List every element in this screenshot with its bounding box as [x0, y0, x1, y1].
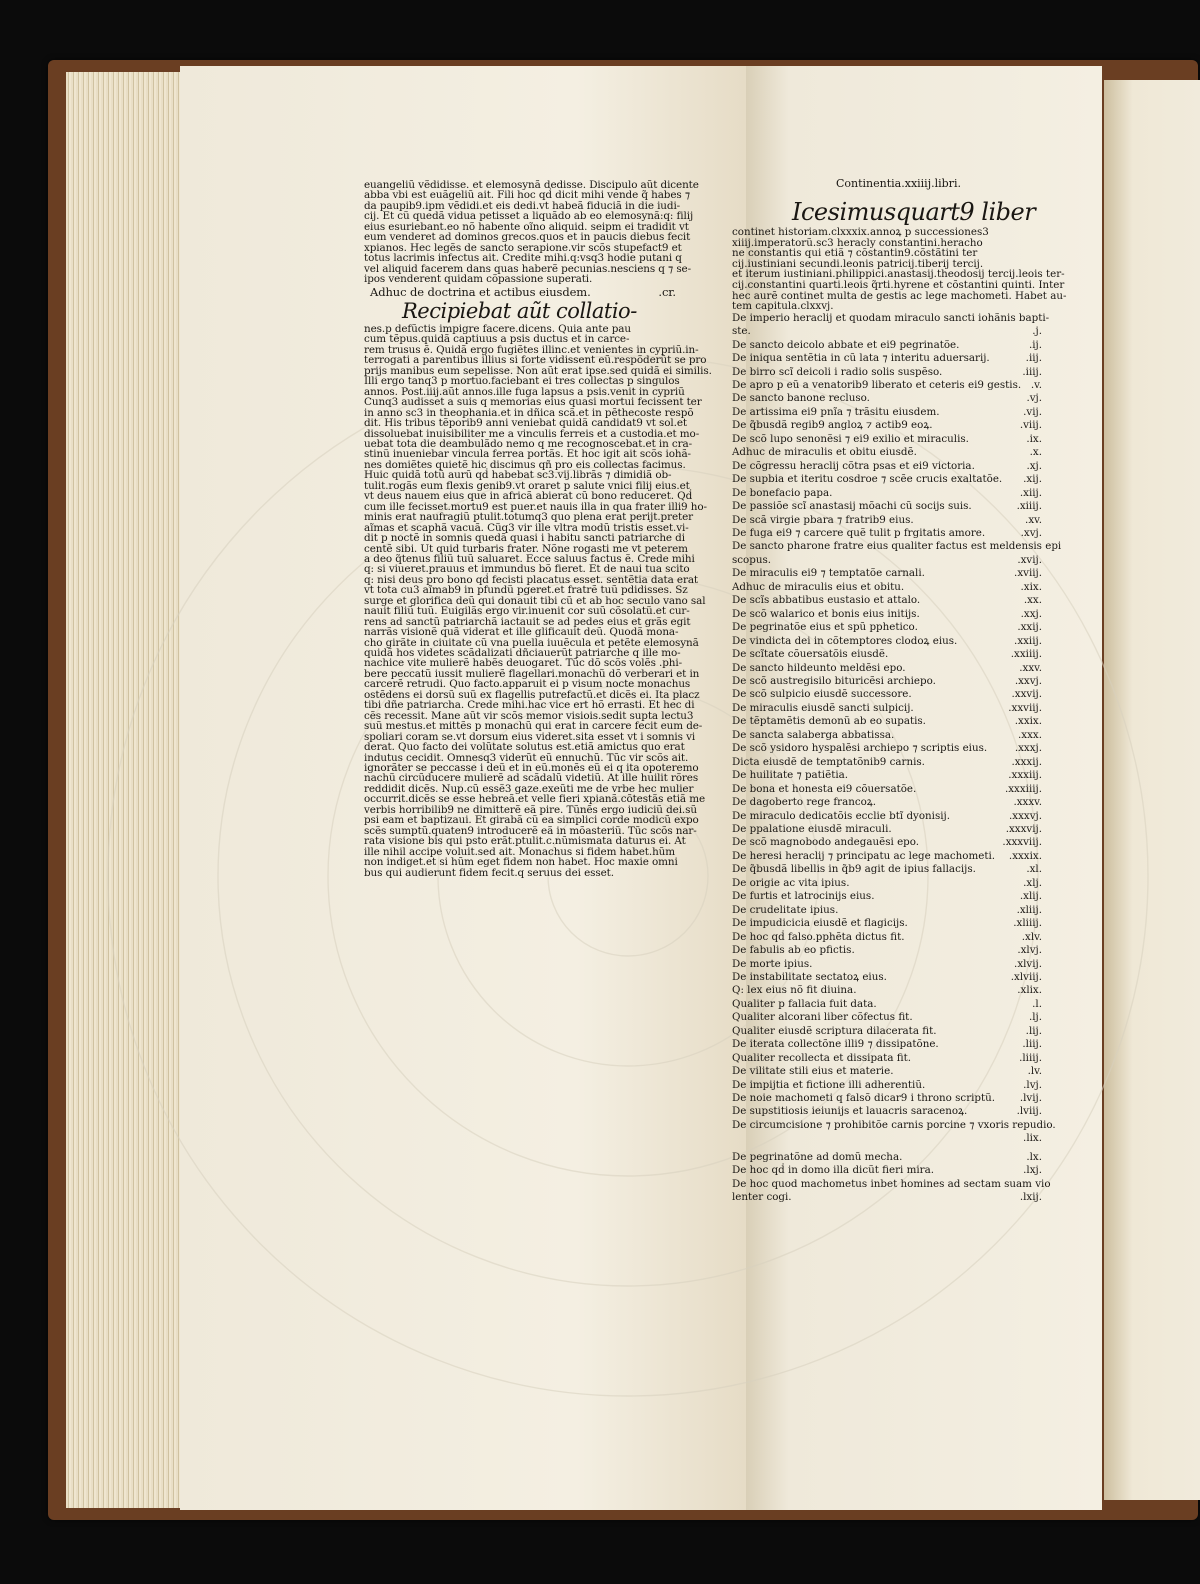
toc-entry — [732, 810, 1042, 823]
text-line: ignorãter se peccasse i deũ et in eũ.monẽs eũ ei q ita opoteremo — [364, 762, 699, 775]
toc-entry-number: .xxiiij. — [1010, 648, 1042, 661]
text-line: psi eam et baptizaui. Et girabã cũ ea simplici corde modicũ expo — [364, 814, 699, 827]
toc-entry-number — [1051, 1178, 1055, 1191]
text-line: scẽs sumptũ.quaten9 introducerẽ eã in mõasteriũ. Tũc scõs nar- — [364, 824, 697, 837]
toc-entry — [732, 1038, 1042, 1051]
toc-entry — [732, 581, 1042, 594]
toc-entry-number: .xliij. — [1016, 903, 1042, 916]
toc-entry — [732, 1164, 1042, 1177]
toc-entry-number: .xxxiiij. — [1004, 782, 1042, 795]
toc-entry-number: .xxix. — [1014, 715, 1042, 728]
toc-entry — [732, 366, 1042, 379]
text-line: dit. His tribus tẽporib9 anni veniebat quidã candidat9 vt sol.et — [364, 417, 687, 430]
toc-entry-number: .xxxviij. — [1002, 836, 1042, 849]
toc-entry-title: De fuga ei9 ⁊ carcere quẽ tulit p frgitatis amore. — [732, 527, 986, 539]
toc-entry-number: .ij. — [1028, 338, 1042, 351]
toc-entry — [732, 890, 1042, 903]
toc-entry-number: .xix. — [1020, 580, 1042, 593]
toc-entry-title: De sancta salaberga abbatissa. — [732, 728, 895, 741]
toc-entry-number: .xlvij. — [1014, 957, 1042, 970]
toc-entry-title: De scõ magnobodo andegauẽsi epo. — [732, 836, 920, 849]
toc-entry-title: De hoc qḋ falso.pphẽta dictus fit. — [732, 930, 905, 943]
toc-entry — [732, 850, 1042, 863]
toc-entry — [732, 1025, 1042, 1038]
text-line: spoliari coram se.vt dorsum eius videret.sita esset vt i somnis vi — [364, 730, 696, 743]
toc-entry-title: De circumcisione ⁊ prohibitõe carnis porcine ⁊ vxoris repudio. — [732, 1118, 1056, 1131]
toc-entry — [732, 796, 1042, 809]
toc-entry — [732, 527, 1042, 540]
toc-entry-title: Qualiter p fallacia fuit data. — [732, 997, 877, 1010]
toc-entry-title: De q̃busdã regib9 angloꝝ ⁊ actib9 eoꝝ. — [732, 419, 933, 432]
text-line: indutus cecidit. Omnesq3 viderũt eũ ennuchũ. Tũc vir scõs ait. — [364, 751, 689, 764]
text-line: in anno sc3 in theophania.et in dñica scã.et in pẽthecoste respõ — [364, 406, 694, 419]
toc-entry-title: De scĩtate cõuersatõis eiusdẽ. — [732, 648, 889, 661]
toc-entry-title: De furtis et latrocinijs eius. — [732, 890, 875, 903]
toc-entry-number: .xxx. — [1018, 728, 1042, 741]
toc-entry-title: De bona et honesta ei9 cõuersatõe. — [732, 782, 917, 795]
toc-entry-title: De scã virgie pbara ⁊ fratrib9 eius. — [732, 513, 914, 526]
toc-entry-number: .xxj. — [1020, 607, 1042, 620]
toc-entry — [732, 662, 1042, 675]
toc-entry-number: .xxviij. — [1008, 701, 1042, 714]
text-line: minis erat naufragiũ ptulit.totumq3 quo plena erat perijt.preter — [364, 511, 693, 524]
toc-entry-number: .j. — [1032, 325, 1042, 338]
toc-entry-title: De birro scĩ deicoli i radio solis suspẽso. — [732, 365, 943, 378]
toc-entry-number: .xvij. — [1017, 553, 1042, 566]
toc-entry-number: .vij. — [1023, 405, 1042, 418]
toc-entry-title: De miraculis eiusdẽ sancti sulpicij. — [732, 701, 914, 714]
toc-entry-title: De pegrinatõne ad domũ mecha. — [732, 1150, 903, 1163]
toc-entry — [732, 742, 1042, 755]
toc-entry — [732, 352, 1042, 365]
toc-entry-title: De vindicta dei in cõtemptores clodoꝝ eius. — [732, 634, 958, 647]
toc-entry-title: De supstitiosis ieiunijs et lauacris saracenoꝝ. — [732, 1105, 968, 1118]
text-line: surge et glorifica deũ qui donauit tibi cũ et ab hoc seculo vano sal — [364, 594, 706, 607]
text-line: ne constantis qui etiã ⁊ cõstantin9.cõstãtini ter — [732, 247, 978, 260]
text-line: non indiget.et si hũm eget fidem non habet. Hoc maxie omni — [364, 856, 678, 869]
text-line: cij.constantini quarti.leois q̃rti.hyrene et cõstantini quinti. Inter — [732, 278, 1065, 291]
page-edges — [66, 72, 186, 1508]
chapter-number: .cr. — [658, 284, 676, 299]
toc-entry-number: .xxvj. — [1014, 674, 1042, 687]
toc-entry — [732, 419, 1042, 432]
text-line: reddidit dicẽs. Nup.cũ essẽ3 gaze.exeũti me de vrbe hec mulier — [364, 782, 694, 795]
toc-entry — [732, 1065, 1042, 1078]
text-line: annos. Post.iiij.aũt annos.ille fuga lapsus a psis.venit in cypriũ — [364, 385, 685, 398]
text-line: cho girãte in ciuitate cũ vna puella iuuẽcula et petẽte elemosynã — [364, 636, 699, 649]
chapter-heading-text: Adhuc de doctrina et actibus eiusdem. — [370, 284, 591, 299]
text-line: q: si viueret.prauus et immundus bõ fieret. Et de naui tua scito — [364, 563, 690, 576]
text-line: aĩmas et scaphã vacuã. Cũq3 vir ille vltra modũ tristis esset.vi- — [364, 521, 689, 534]
toc-entry-title: De hoc qḋ in domo illa dicũt fieri mira. — [732, 1164, 935, 1177]
toc-entry — [732, 554, 1042, 567]
text-line: tulit.rogãs eum flexis genib9.vt oraret p salute vnici filij eius.et — [364, 479, 690, 492]
toc-entry-title: lenter cogi. — [732, 1191, 792, 1204]
toc-entry — [732, 1011, 1042, 1024]
toc-entry-number: .lj. — [1028, 1011, 1042, 1024]
text-line: ostẽdens ei dorsũ suũ ex flagellis putrefactũ.et dicẽs ei. Ita placz — [364, 688, 700, 701]
toc-entry — [732, 1132, 1042, 1145]
toc-entry — [732, 311, 1050, 325]
toc-entry-number: .xlv. — [1021, 930, 1042, 943]
text-line: eius esuriebant.eo nõ habente oĩno aliquid. seipm ei tradidit vt — [364, 220, 689, 233]
text-line: hec aurẽ continet multa de gestis ac lege machometi. Habet au- — [732, 289, 1067, 302]
toc-entry — [732, 998, 1042, 1011]
next-page-edge — [1104, 80, 1200, 1500]
toc-entry — [732, 540, 1062, 553]
toc-entry — [732, 904, 1042, 917]
toc-entry-number: .xxij. — [1017, 621, 1042, 634]
toc-entry-title: De noie machometi q falsõ dicar9 i throno scriptũ. — [732, 1092, 996, 1105]
toc-entry-number: .ix. — [1026, 432, 1042, 445]
text-line: cum tẽpus.quidã captiuus a psis ductus et in carce- — [364, 333, 630, 346]
toc-entry-title: De bonefacio papa. — [732, 486, 833, 499]
toc-entry — [732, 863, 1042, 876]
toc-entry — [732, 635, 1042, 648]
text-line: euangeliũ vẽdidisse. et elemosynã dedisse. Discipulo aũt dicente — [364, 179, 699, 191]
text-line: Cunq3 audisset a suis q memorias eius quasi mortui fecissent ter — [364, 396, 702, 409]
toc-entry-title: Adhuc de miraculis eius et obitu. — [732, 580, 905, 593]
toc-entry-number: .xiij. — [1019, 486, 1042, 499]
toc-entry-number: .xj. — [1026, 459, 1042, 472]
toc-entry-title: De scõ sulpicio eiusdẽ successore. — [732, 688, 912, 701]
paragraph-2 — [364, 322, 712, 879]
toc-entry-number: .l. — [1032, 997, 1042, 1010]
toc-entry-title: De scõ austregisilo bituricẽsi archiepo. — [732, 674, 936, 687]
text-line: centẽ sibi. Ut quid turbaris frater. Nõne rogasti me vt peterem — [364, 542, 688, 555]
text-line: nachice vite mulierẽ habẽs deuogaret. Tũc dõ scõs volẽs .phi- — [364, 657, 682, 670]
toc-entry-number: .xl. — [1026, 863, 1042, 876]
toc-entry-title: De dagoberto rege francoꝝ. — [732, 796, 877, 809]
toc-entry — [732, 769, 1042, 782]
toc-entry — [732, 392, 1042, 405]
toc-entry-number: .xxxvij. — [1005, 822, 1042, 835]
text-line: nes domiẽtes quietẽ hic discimus qñ pro eis collectas facimus. — [364, 458, 686, 471]
text-line: vt tota cu3 aĩmab9 in pfundũ pgeret.et fratrẽ tuũ pdidisses. Sz — [364, 584, 688, 597]
text-line: derat. Quo facto dei volũtate solutus est.etiã amictus quo erat — [364, 741, 685, 754]
toc-entry — [732, 339, 1042, 352]
toc-entry-title: De impijtia et fictione illi adherentiũ. — [732, 1078, 926, 1091]
toc-entry-title: De imperio heraclij et quodam miraculo sancti iohãnis bapti- — [732, 311, 1050, 324]
text-line: dit p noctẽ in somnis quedã quasi i habitu sancti patriarche di — [364, 532, 685, 545]
text-line: Illi ergo tanq3 p mortuo.faciebant ei tres collectas p singulos — [364, 375, 680, 388]
toc-entry — [732, 648, 1042, 661]
toc-entry — [732, 1191, 1042, 1204]
text-line: da paupib9.ipm vẽdidi.et eis dedi.vt habeã fiduciã in die iudi- — [364, 199, 681, 212]
toc-entry — [732, 783, 1042, 796]
toc-entry-number: .lix. — [1023, 1132, 1042, 1145]
toc-entry-title: De sancto deicolo abbate et ei9 pegrinatõe. — [732, 338, 960, 351]
toc-entry-title: De scõ ysidoro hyspalẽsi archiepo ⁊ scriptis eius. — [732, 742, 988, 755]
text-line: occurrit.dicẽs se esse hebreã.et velle fieri xpianã.cõtestãs etiã me — [364, 793, 706, 806]
text-line: xiiij.imperatorũ.sc3 heracly constantini.heracho — [732, 236, 983, 249]
toc-entry-number: .v. — [1030, 379, 1042, 392]
text-line: nauit filiũ tuũ. Euigilãs ergo vir.inuenit cor suũ cõsolatũ.et cur- — [364, 605, 690, 618]
toc-entry-title: Qualiter recollecta et dissipata fit. — [732, 1051, 912, 1064]
toc-entry-number: .x. — [1029, 446, 1042, 459]
toc-entry-title: De iterata collectõne illi9 ⁊ dissipatõne. — [732, 1038, 939, 1051]
toc-entry — [732, 1052, 1042, 1065]
toc-entry-number: .xlix. — [1017, 984, 1042, 997]
toc-entry-title: Qualiter alcorani liber cõfectus fit. — [732, 1011, 913, 1024]
toc-entry — [732, 675, 1042, 688]
toc-entry-title: De instabilitate sectatoꝝ eius. — [732, 970, 887, 983]
toc-entry — [732, 931, 1042, 944]
text-line: tibi dñe patriarcha. Crede mihi.hac vice ert hõ errasti. Et hec di — [364, 699, 695, 712]
text-line: Huic quidã totũ aurũ qḋ habebat sc3.vij.librãs ⁊ dimidiã ob- — [364, 469, 672, 482]
toc-entry-title: De huilitate ⁊ patiẽtia. — [732, 769, 849, 782]
toc-entry — [732, 729, 1042, 742]
toc-entry-title: De cõgressu heraclij cõtra psas et ei9 victoria. — [732, 459, 975, 472]
text-line: cij. Et cũ quedã vidua petisset a liquãdo ab eo elemosynã:q: filij — [364, 210, 694, 223]
toc-entry-number: .xxxij. — [1011, 755, 1042, 768]
toc-entry-number: .lij. — [1025, 1024, 1042, 1037]
toc-entry-title: De scĩs abbatibus eustasio et attalo. — [732, 594, 921, 607]
text-line: cẽs recessit. Mane aũt vir scõs memor visiois.sedit supta lectu3 — [364, 709, 694, 722]
right-text-column — [732, 177, 1067, 1205]
toc-entry — [732, 594, 1042, 607]
toc-entry-title: Dicta eiusdẽ de temptatõnib9 carnis. — [732, 755, 925, 768]
toc-entry-title: De sancto pharone fratre eius qualiter factus est meldensis epi — [732, 540, 1062, 553]
toc-entry-title: De scõ lupo senonẽsi ⁊ ei9 exilio et miraculis. — [732, 432, 969, 445]
toc-entry-number: .liiij. — [1019, 1051, 1042, 1064]
toc-entry-title: De miraculis ei9 ⁊ temptatõe carnali. — [732, 567, 925, 580]
text-line: verbis horribilib9 ne dimitterẽ eã pire. Tũnẽs ergo iudiciũ dei.sũ — [364, 803, 697, 816]
text-line: bere peccatũ iussit mulierẽ flagellari.monachũ dõ verberari et in — [364, 667, 700, 680]
toc-entry-title: scopus. — [732, 553, 772, 566]
text-line: dissoluebat inuisibiliter me a vinculis ferreis et a custodia.et mo- — [364, 427, 700, 440]
toc-entry-number — [1056, 1119, 1060, 1132]
toc-entry-number: .iiij. — [1022, 365, 1042, 378]
text-line: abba vbi est euãgeliũ ait. Fili hoc qḋ dicit mihi vende q̃ habes ⁊ — [364, 189, 690, 202]
text-line: ille nihil accipe voluit.sed ait. Monachus si fidem habet.hũm — [364, 845, 676, 858]
toc-entry — [732, 406, 1042, 419]
toc-entry — [732, 608, 1042, 621]
toc-entry-number: .viij. — [1019, 419, 1042, 432]
toc-entry-number: .xlvj. — [1017, 944, 1042, 957]
toc-entry — [732, 702, 1042, 715]
toc-entry-title: Q: lex eius nõ fit diuina. — [732, 984, 857, 997]
toc-entry — [732, 1105, 1042, 1118]
paragraph-1 — [364, 179, 699, 286]
text-line: xpianos. Hec legẽs de sancto serapione.vir scõs stupefact9 et — [364, 241, 682, 254]
toc-entry-title: De ppalatione eiusdẽ miraculi. — [732, 822, 892, 835]
toc-entry-number: .lxj. — [1023, 1164, 1042, 1177]
toc-entry — [732, 823, 1042, 836]
text-line: prijs manibus eum sepelisse. Non aũt erat ipse.sed quidã ei similis. — [364, 364, 712, 377]
toc-entry-title: De fabulis ab eo pfictis. — [732, 944, 855, 957]
toc-entry — [732, 944, 1042, 957]
toc-entry — [732, 500, 1042, 513]
toc-entry-number: .xxxj. — [1014, 742, 1042, 755]
text-line: et iterum iustiniani.philippici.anastasij.theodosij tercij.leois ter- — [732, 268, 1065, 281]
toc-entry-title: ste. — [732, 325, 751, 338]
toc-entry — [732, 688, 1042, 701]
text-line: terrogati a parentibus illius si forte vidissent eũ.respõderũt se pro — [364, 354, 707, 367]
toc-entry-title: Qualiter eiusdẽ scriptura dilacerata fit. — [732, 1024, 937, 1037]
toc-entry — [732, 487, 1042, 500]
toc-entry-number: .xlviij. — [1010, 970, 1042, 983]
toc-entry — [732, 567, 1042, 580]
toc-entry-number: .xlij. — [1019, 890, 1042, 903]
text-line: rem trusus ẽ. Quidã ergo fugiẽtes illinc.et venientes in cypriũ.in- — [364, 343, 699, 356]
text-line: vt deus nauem eius que in africã abierat cũ bono reduceret. Qḋ — [364, 490, 693, 503]
toc-entry-number: .lxij. — [1019, 1191, 1042, 1204]
toc-entry — [732, 446, 1042, 459]
text-line: carcerẽ retrudi. Quo facto.apparuit ei p visum nocte monachus — [364, 678, 691, 691]
toc-entry-title: De supbia et iteritu cosdroe ⁊ scẽe crucis exaltatõe. — [732, 473, 1003, 486]
toc-entry — [732, 984, 1042, 997]
toc-entry — [732, 460, 1042, 473]
toc-entry-number: .vj. — [1026, 392, 1042, 405]
text-line: rata visione bis qui psto erãt.ptulit.c.nũmismata daturus ei. At — [364, 835, 686, 848]
toc-entry — [732, 1118, 1056, 1132]
chapter-heading — [370, 284, 676, 299]
toc-entry — [732, 514, 1042, 527]
toc-entry — [732, 621, 1042, 634]
text-line: uebat tota die deambulãdo nemo q me recognoscebat.et in cra- — [364, 437, 692, 450]
toc-entry — [732, 325, 1042, 338]
text-line: cum ille fecisset.mortu9 est puer.et nauis illa in qua frater illi9 ho- — [364, 500, 707, 513]
text-line: nes.p defũctis impigre facere.dicens. Quia ante pau — [364, 322, 631, 335]
text-line: rens ad sanctũ patriarchã iactauit se ad pedes eius et grãs egit — [364, 615, 691, 628]
toc-entry-number: .iij. — [1025, 352, 1042, 365]
book-title: Icesimusquart9 liber — [792, 198, 1036, 226]
decorated-opening-line: Recipiebat aũt collatio- — [402, 298, 637, 323]
toc-entry-title: De sancto hildeunto meldẽsi epo. — [732, 661, 906, 674]
toc-entry — [732, 473, 1042, 486]
text-line: a deo q̃tenus filiũ tuũ saluaret. Ecce saluus factus ẽ. Crede mihi — [364, 552, 695, 565]
text-line: totus lacrimis infectus ait. Credite mihi.q:vsq3 hodie putani q — [364, 252, 682, 265]
toc-entry — [732, 917, 1042, 930]
toc-entry-number — [1049, 312, 1053, 325]
toc-entry-title: De iniqua sentẽtia in cũ lata ⁊ interitu aduersarij. — [732, 352, 990, 365]
toc-entry — [732, 958, 1042, 971]
toc-entry-number: .liij. — [1022, 1038, 1042, 1051]
toc-entry-title: De apro p eũ a venatorib9 liberato et ceteris ei9 gestis. — [732, 379, 1022, 392]
text-line: suũ mestus.et mittẽs p monachũ qui erat in carcere fecit eum de- — [364, 720, 703, 733]
left-text-column — [364, 179, 712, 879]
toc-entry-number: .lx. — [1026, 1150, 1042, 1163]
toc-entry-number: .xxv. — [1019, 661, 1042, 674]
toc-entry-number: .xviij. — [1014, 567, 1042, 580]
text-line: vel aliquid facerem dans quas haberẽ pecunias.nesciens q ⁊ se- — [364, 262, 692, 275]
toc-entry-title: De hoc quod machometus inbet homines ad sectam suam vio — [732, 1177, 1051, 1190]
toc-entry — [732, 379, 1042, 392]
text-line: bus qui audierunt fidem fecit.q seruus dei esset. — [364, 866, 614, 879]
toc-entry — [732, 971, 1042, 984]
text-line: tem capitula.clxxvj. — [732, 300, 834, 313]
toc-entry — [732, 715, 1042, 728]
toc-entry — [732, 877, 1042, 890]
toc-entry-number: .xxiij. — [1014, 634, 1042, 647]
toc-entry-number: .lvj. — [1023, 1078, 1042, 1091]
toc-entry-number: .xxxv. — [1013, 796, 1042, 809]
text-line: nachũ circũducere mulierẽ ad scãdalũ videtiũ. At ille huilit rõres — [364, 772, 699, 785]
text-line: quidã hos videtes scãdalizati dñciauerũt patriarche q ille mo- — [364, 647, 681, 660]
text-line: q: nisi deus pro bono qḋ fecisti placatus esset. sentẽtia data erat — [364, 573, 698, 586]
toc-entry-number: .lv. — [1027, 1065, 1042, 1078]
toc-entry-number: .xxxix. — [1008, 849, 1042, 862]
toc-entry-number: .xx. — [1023, 594, 1042, 607]
toc-entry-title: De morte ipius. — [732, 957, 813, 970]
toc-entry-number — [1061, 540, 1065, 553]
toc-entry — [732, 1092, 1042, 1105]
book-intro — [732, 226, 1067, 313]
text-line: continet historiam.clxxxix.annoꝝ p successiones3 — [732, 226, 989, 238]
toc-entry-title: De scõ walarico et bonis eius initijs. — [732, 607, 920, 620]
text-line: cij.iustiniani secundi.leonis patricij.tiberij tercij. — [732, 257, 984, 270]
toc-entry-title: De artissima ei9 pnĩa ⁊ trãsitu eiusdem. — [732, 405, 940, 418]
toc-entry-number: .xxxvj. — [1009, 809, 1042, 822]
toc-entry-number: .xxxiij. — [1008, 769, 1042, 782]
text-line: narrãs visionẽ quã viderat et ille glificauit deũ. Quodã mona- — [364, 626, 679, 639]
toc-entry — [732, 433, 1042, 446]
toc-entry-number: .xiiij. — [1016, 500, 1042, 513]
toc-entry-number: .xlj. — [1023, 876, 1042, 889]
toc-entry-number: .xij. — [1023, 473, 1042, 486]
toc-entry — [732, 836, 1042, 849]
toc-entry-title: De q̃busdã libellis in q̃b9 agit de ipius fallacijs. — [732, 863, 976, 876]
toc-entry-title: De tẽptamẽtis demonũ ab eo supatis. — [732, 715, 926, 728]
toc-entry-title: De heresi heraclij ⁊ principatu ac lege machometi. — [732, 849, 996, 862]
toc-entry-title: De origie ac vita ipius. — [732, 876, 850, 889]
chapter-list — [732, 311, 1062, 1205]
text-line: eum venderet ad dominos grecos.quos et in paucis diebus fecit — [364, 231, 691, 244]
toc-entry-number: .xliiij. — [1013, 917, 1042, 930]
toc-entry-title: De crudelitate ipius. — [732, 903, 839, 916]
toc-entry — [732, 1177, 1051, 1191]
toc-entry-number: .lviij. — [1016, 1105, 1042, 1118]
toc-entry-number: .xxvij. — [1011, 688, 1042, 701]
toc-entry-title: De passiõe scĩ anastasij mõachi cũ socijs suis. — [732, 500, 972, 513]
toc-entry — [732, 1079, 1042, 1092]
toc-entry-number: .lvij. — [1019, 1092, 1042, 1105]
toc-entry — [732, 756, 1042, 769]
toc-entry-title: De vilitate stili eius et materie. — [732, 1065, 894, 1078]
toc-entry-title: De pegrinatõe eius et spũ pphetico. — [732, 621, 918, 634]
toc-entry-number: .xvj. — [1020, 527, 1042, 539]
toc-entry-title: Adhuc de miraculis et obitu eiusdẽ. — [732, 446, 917, 459]
toc-entry — [732, 1151, 1042, 1164]
running-head: Continentia.xxiiij.libri. — [836, 177, 961, 190]
toc-entry-title: De impudicicia eiusdẽ et flagicijs. — [732, 917, 908, 930]
toc-entry-title: De sancto banone recluso. — [732, 392, 870, 405]
text-line: ipos venderent quidam cõpassione superati. — [364, 273, 593, 286]
toc-entry-number: .xv. — [1025, 513, 1042, 526]
toc-entry-title: De miraculo dedicatõis ecclie btĩ dyonisij. — [732, 809, 951, 822]
text-line: stinũ inueniebar vincula ferrea portãs. Et hoc igit ait scõs iohã- — [364, 448, 691, 461]
